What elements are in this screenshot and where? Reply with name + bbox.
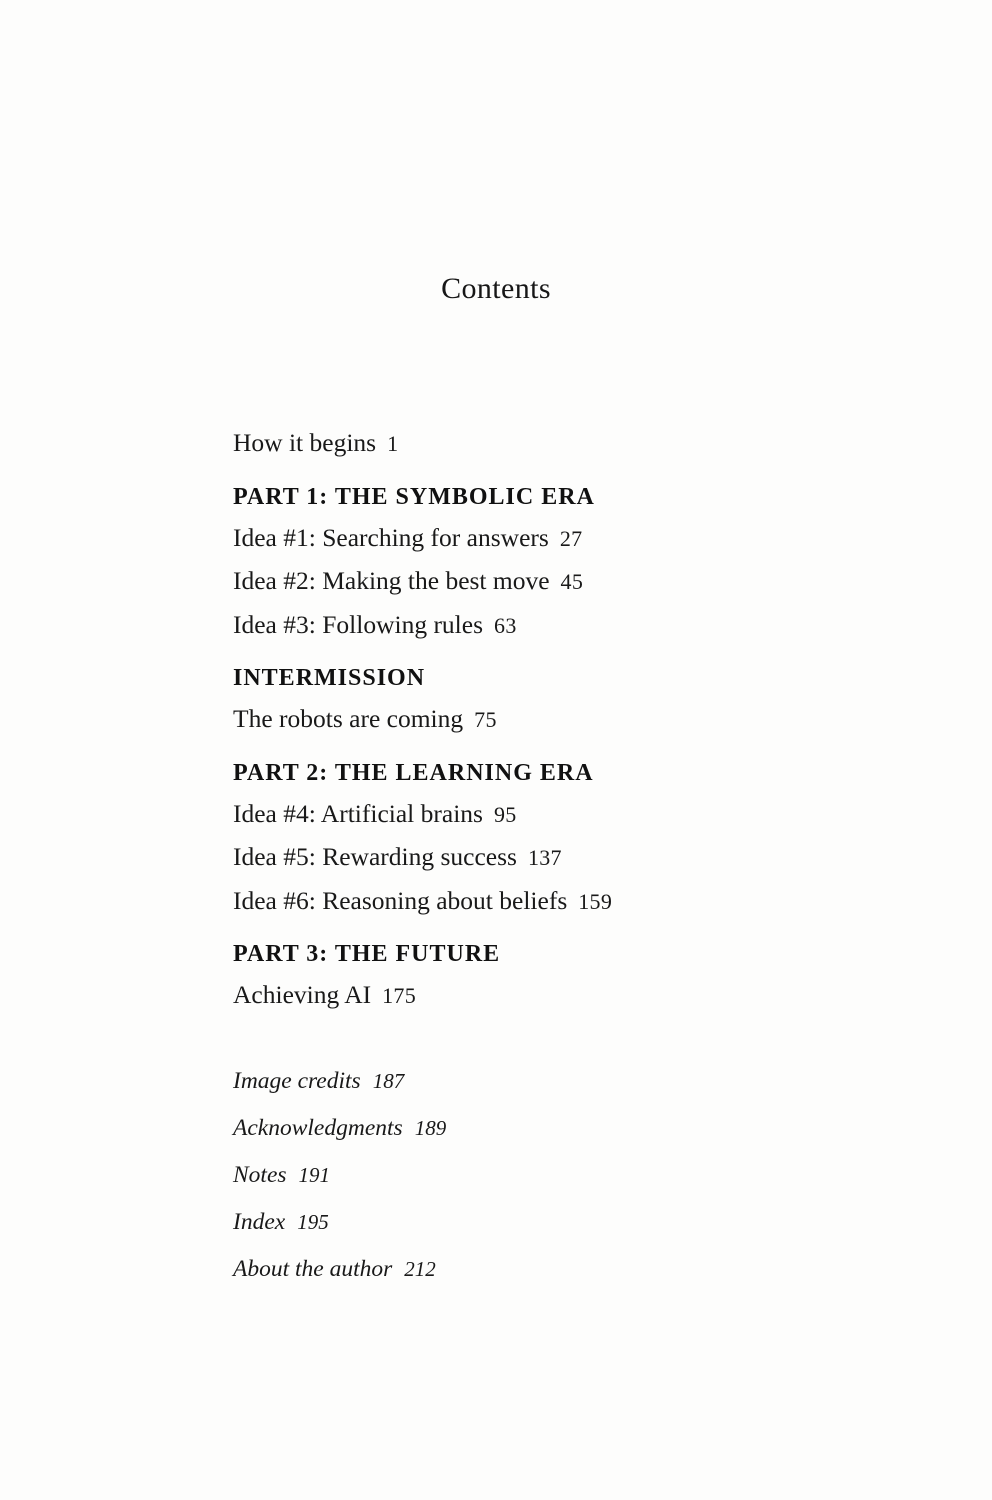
toc-entry-image-credits[interactable] bbox=[233, 1068, 833, 1095]
toc-part-heading-intermission: INTERMISSION bbox=[233, 665, 426, 691]
toc-entry-label: Index bbox=[233, 1208, 286, 1235]
toc-entry-idea-1[interactable] bbox=[233, 522, 833, 552]
spacer bbox=[233, 913, 833, 941]
toc-entry-acknowledgments[interactable] bbox=[233, 1115, 833, 1142]
toc-entry-achieving-ai[interactable] bbox=[233, 982, 833, 1008]
toc-entry-label: The robots are coming bbox=[233, 704, 464, 733]
toc-entry-page: 191 bbox=[298, 1162, 331, 1187]
toc-entry-page: 45 bbox=[560, 569, 584, 594]
spacer bbox=[233, 637, 833, 665]
toc-entry-label: Idea #2: Making the best move bbox=[233, 566, 550, 595]
toc-entry-label: Acknowledgments bbox=[233, 1114, 403, 1141]
toc-entry-page: 63 bbox=[494, 612, 517, 638]
toc-entry-robots[interactable] bbox=[233, 706, 833, 732]
page-title: Contents bbox=[441, 272, 551, 305]
toc-entry-label: Achieving AI bbox=[233, 980, 372, 1009]
toc-backmatter bbox=[233, 1068, 833, 1283]
toc-entry-label: Image credits bbox=[233, 1067, 361, 1094]
toc-entry-idea-3[interactable] bbox=[233, 609, 833, 639]
toc-entry-label: About the author bbox=[233, 1255, 393, 1282]
toc-entry-page: 95 bbox=[493, 801, 517, 827]
toc-entry-notes[interactable] bbox=[233, 1162, 833, 1189]
spacer bbox=[233, 732, 833, 760]
toc-part-heading-3: PART 3: THE FUTURE bbox=[233, 941, 501, 967]
table-of-contents bbox=[233, 430, 833, 1283]
toc-entry-page: 212 bbox=[404, 1256, 436, 1281]
toc-entry-label: Idea #1: Searching for answers bbox=[233, 522, 549, 552]
toc-entry-idea-2[interactable] bbox=[233, 568, 833, 594]
toc-entry-front-matter[interactable] bbox=[233, 430, 833, 456]
toc-entry-label: Idea #3: Following rules bbox=[233, 609, 484, 639]
toc-entry-page: 1 bbox=[387, 431, 399, 456]
toc-entry-idea-5[interactable] bbox=[233, 844, 833, 870]
toc-entry-about-the-author[interactable] bbox=[233, 1256, 833, 1283]
toc-part-heading-2: PART 2: THE LEARNING ERA bbox=[233, 759, 594, 786]
toc-entry-page: 175 bbox=[382, 983, 417, 1008]
toc-entry-page: 27 bbox=[559, 525, 583, 551]
toc-entry-idea-6[interactable] bbox=[233, 885, 833, 915]
toc-entry-label: Idea #4: Artificial brains bbox=[233, 798, 483, 828]
toc-entry-page: 75 bbox=[474, 707, 497, 732]
toc-entry-page: 137 bbox=[527, 845, 562, 870]
toc-entry-idea-4[interactable] bbox=[233, 798, 833, 828]
toc-entry-index[interactable] bbox=[233, 1209, 833, 1236]
toc-part-heading-1: PART 1: THE SYMBOLIC ERA bbox=[233, 483, 595, 510]
toc-entry-label: Notes bbox=[233, 1161, 287, 1188]
toc-entry-page: 195 bbox=[297, 1209, 329, 1234]
spacer bbox=[233, 456, 833, 484]
toc-entry-label: Idea #6: Reasoning about beliefs bbox=[233, 885, 568, 915]
toc-entry-page: 187 bbox=[372, 1068, 405, 1093]
toc-entry-page: 159 bbox=[578, 888, 613, 914]
toc-entry-page: 189 bbox=[414, 1115, 447, 1140]
toc-entry-label: How it begins bbox=[233, 428, 377, 457]
toc-entry-label: Idea #5: Rewarding success bbox=[233, 842, 517, 871]
